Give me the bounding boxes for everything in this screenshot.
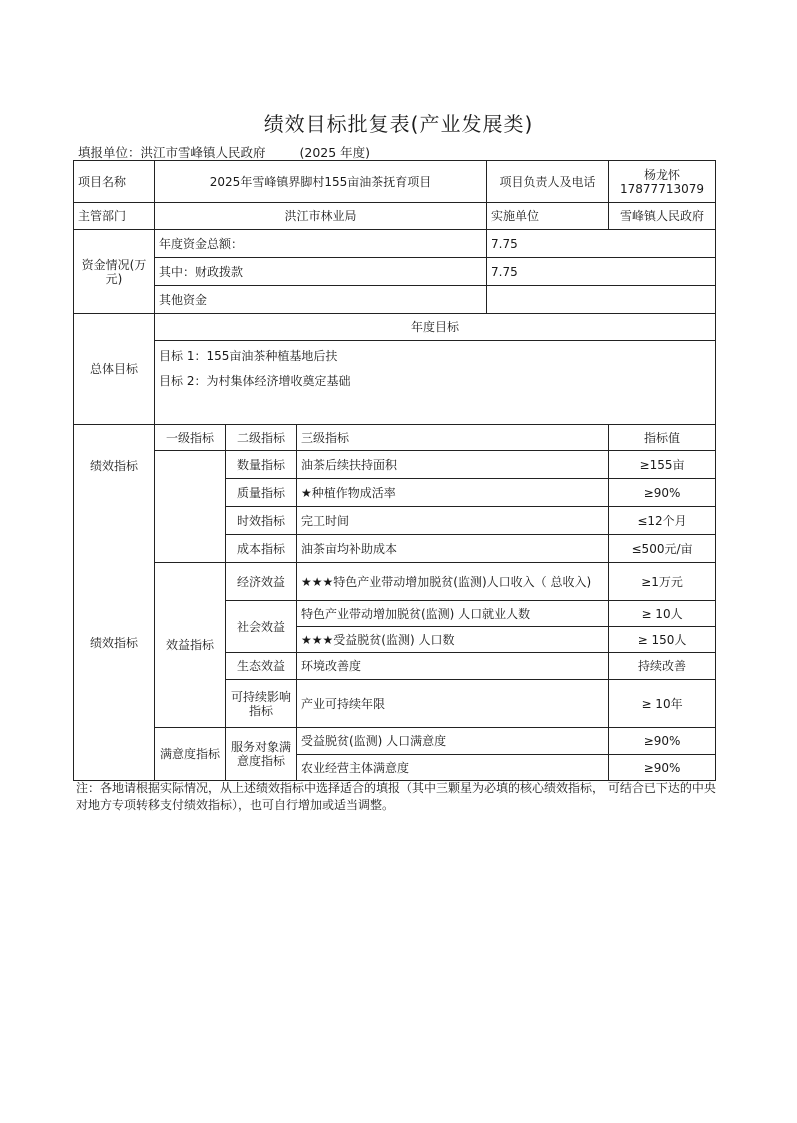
perf-l3: 农业经营主体满意度: [297, 755, 609, 781]
benefit-label: 效益指标: [155, 563, 226, 728]
perf-l2: 可持续影响指标: [226, 680, 297, 728]
table-row: [74, 314, 716, 341]
perf-l3: 受益脱贫(监测) 人口满意度: [297, 728, 609, 755]
project-owner-cell: [609, 161, 716, 203]
impl-label: 实施单位: [487, 203, 609, 230]
perf-head-l1: 一级指标: [155, 425, 226, 451]
perf-value: ≥1万元: [609, 563, 716, 601]
perf-l3: 油茶亩均补助成本: [297, 535, 609, 563]
perf-l3: ★种植作物成活率: [297, 479, 609, 507]
performance-target-table: [73, 160, 716, 781]
perf-value: ≥90%: [609, 479, 716, 507]
perf-value: ≥ 10年: [609, 680, 716, 728]
funds-label: 资金情况(万元): [74, 230, 155, 314]
perf-l3: ★★★特色产业带动增加脱贫(监测)人口收入（ 总收入): [297, 563, 609, 601]
perf-l2: 经济效益: [226, 563, 297, 601]
table-row: [74, 258, 716, 286]
perf-value: ≤500元/亩: [609, 535, 716, 563]
impl-value: 雪峰镇人民政府: [609, 203, 716, 230]
perf-l2: 质量指标: [226, 479, 297, 507]
table-row: [74, 203, 716, 230]
perf-l3: 特色产业带动增加脱贫(监测) 人口就业人数: [297, 601, 609, 627]
perf-head-value: 指标值: [609, 425, 716, 451]
funds-row-label: 其他资金: [155, 286, 487, 314]
project-name-value: 2025年雪峰镇界脚村155亩油茶抚育项目: [155, 161, 487, 203]
perf-l2: 生态效益: [226, 653, 297, 680]
funds-row-value: 7.75: [487, 230, 716, 258]
project-owner-label: 项目负责人及电话: [487, 161, 609, 203]
dept-value: 洪江市林业局: [155, 203, 487, 230]
table-row: [74, 451, 716, 479]
table-row: [74, 563, 716, 601]
table-row: [74, 728, 716, 755]
dept-label: 主管部门: [74, 203, 155, 230]
perf-l3: 完工时间: [297, 507, 609, 535]
perf-l2: 成本指标: [226, 535, 297, 563]
footnote: 注：各地请根据实际情况，从上述绩效指标中选择适合的填报（其中三颗星为必填的核心绩效指标， 可结合已下达的中央对地方专项转移支付绩效指标），也可自行增加或适当调整。: [76, 781, 716, 812]
satisfaction-label: 满意度指标: [155, 728, 226, 781]
social-label: 社会效益: [226, 601, 297, 653]
project-owner-phone: 17877713079: [620, 181, 704, 196]
table-row: [74, 230, 716, 258]
perf-l3: 产业可持续年限: [297, 680, 609, 728]
page-title: 绩效目标批复表(产业发展类): [263, 112, 534, 136]
perf-value: ≥ 150人: [609, 627, 716, 653]
perf-head-l2: 二级指标: [226, 425, 297, 451]
perf-value: ≤12个月: [609, 507, 716, 535]
perf-l3: ★★★受益脱贫(监测) 人口数: [297, 627, 609, 653]
perf-label-lower: 绩效指标: [74, 507, 155, 781]
perf-value: ≥90%: [609, 728, 716, 755]
perf-l2: 数量指标: [226, 451, 297, 479]
table-row: [74, 161, 716, 203]
table-row: [74, 286, 716, 314]
funds-row-label: 年度资金总额：: [155, 230, 487, 258]
funds-row-value: [487, 286, 716, 314]
goal-item: 目标 1：155亩油茶种植基地后扶: [159, 349, 338, 363]
filing-unit-label: 填报单位：洪江市雪峰镇人民政府: [78, 145, 266, 160]
table-row: [74, 425, 716, 451]
perf-value: ≥90%: [609, 755, 716, 781]
perf-label-upper: 绩效指标: [74, 425, 155, 507]
perf-l2: 时效指标: [226, 507, 297, 535]
filing-unit: [78, 143, 370, 161]
project-owner-name: 杨龙怀: [644, 167, 681, 182]
project-name-label: 项目名称: [74, 161, 155, 203]
perf-value: 持续改善: [609, 653, 716, 680]
table-row: [74, 341, 716, 425]
goals-label: 总体目标: [74, 314, 155, 425]
perf-l3: 环境改善度: [297, 653, 609, 680]
perf-value: ≥155亩: [609, 451, 716, 479]
perf-l3: 油茶后续扶持面积: [297, 451, 609, 479]
service-label: 服务对象满意度指标: [226, 728, 297, 781]
perf-value: ≥ 10人: [609, 601, 716, 627]
goals-header: 年度目标: [155, 314, 716, 341]
funds-row-label: 其中：财政拨款: [155, 258, 487, 286]
goal-item: 目标 2：为村集体经济增收奠定基础: [159, 374, 351, 388]
output-l1-cell: [155, 451, 226, 563]
goals-content: [155, 341, 716, 425]
filing-year: (2025 年度): [299, 145, 371, 160]
perf-head-l3: 三级指标: [297, 425, 609, 451]
funds-row-value: 7.75: [487, 258, 716, 286]
